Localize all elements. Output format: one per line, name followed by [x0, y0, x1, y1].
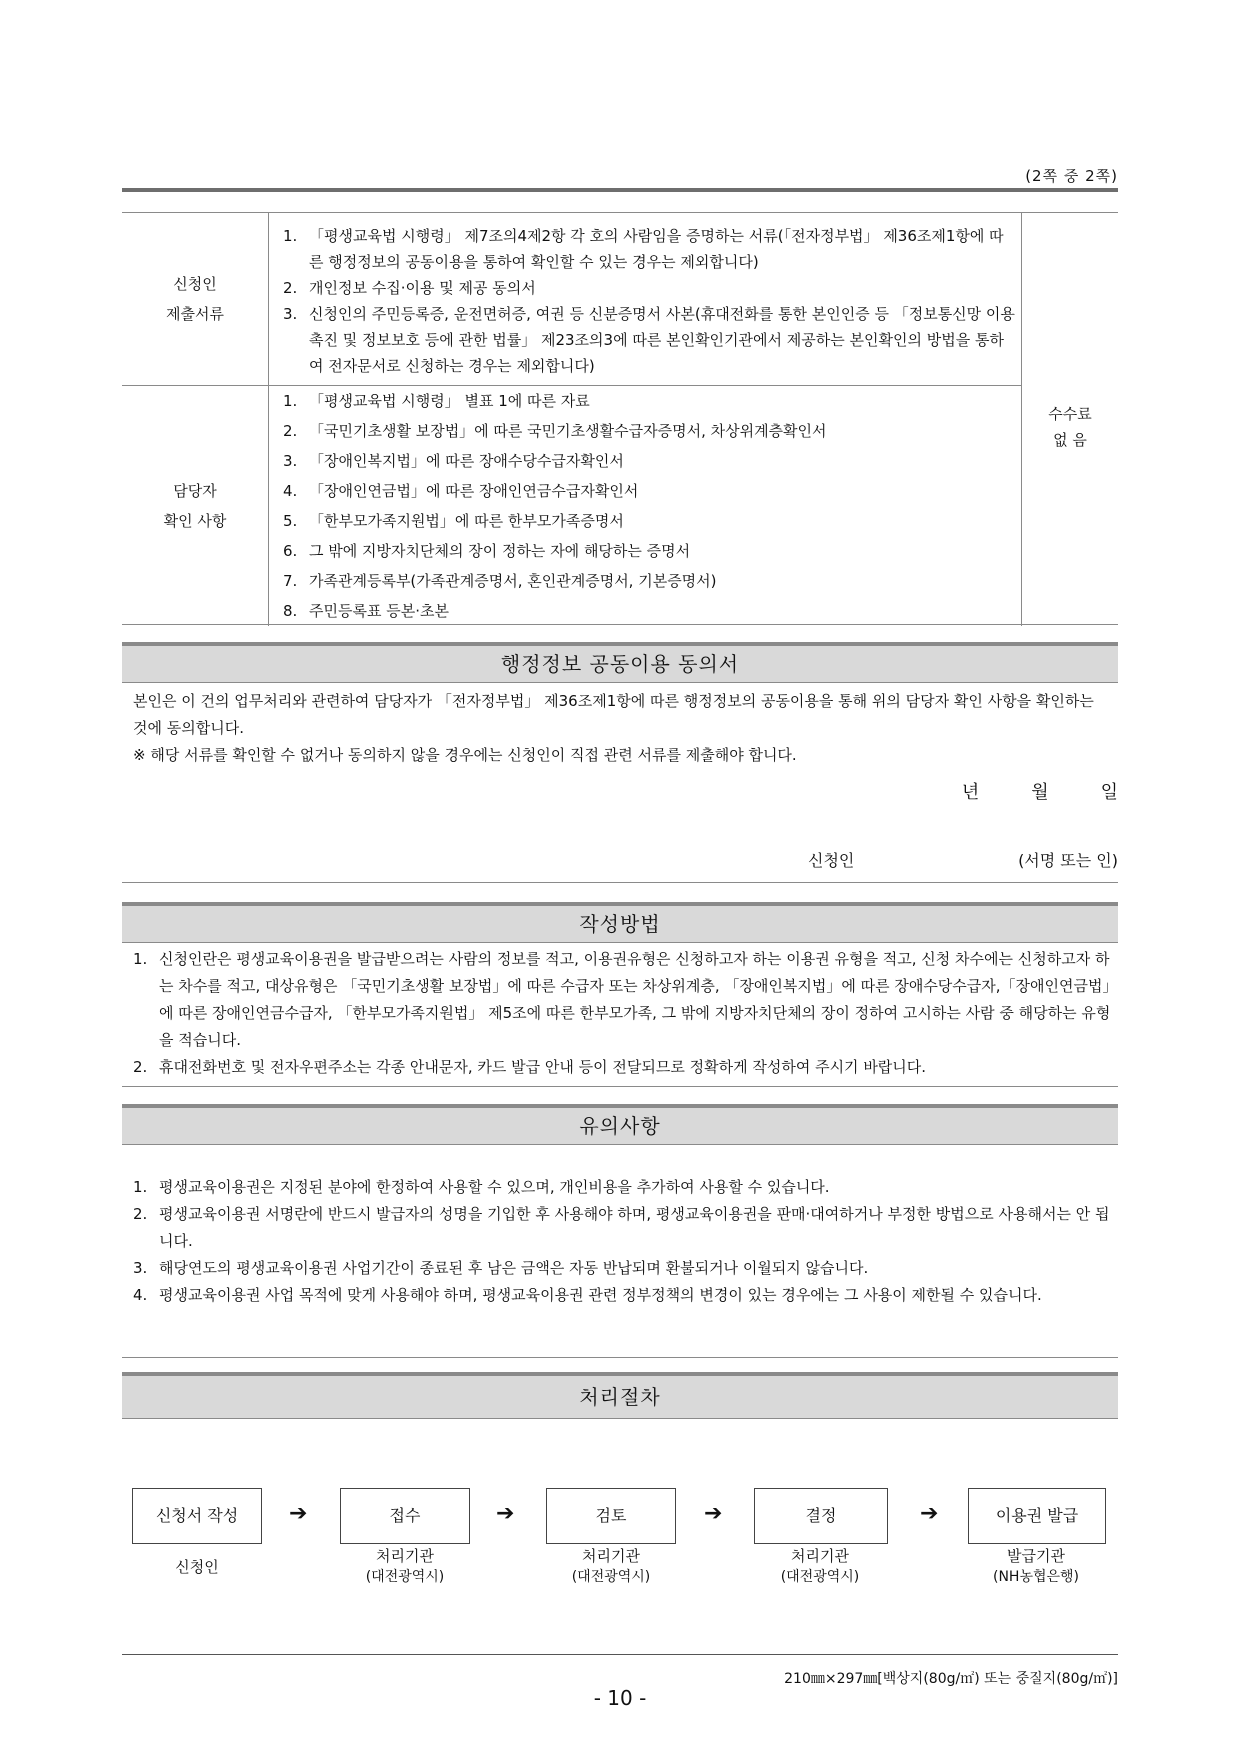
applicant-docs-label: 신청인 제출서류 [122, 213, 269, 386]
consent-note: ※ 해당 서류를 확인할 수 없거나 동의하지 않을 경우에는 신청인이 직접 관련 서류를 제출해야 합니다. [133, 746, 797, 764]
footer-rule [122, 1654, 1118, 1655]
list-item: 7. 가족관계등록부(가족관계증명서, 혼인관계증명서, 기본증명서) [283, 572, 717, 590]
list-item: 4. 평생교육이용권 사업 목적에 맞게 사용해야 하며, 평생교육이용권 관련 정부정책의 변경이 있는 경우에는 그 사용이 제한될 수 있습니다. [133, 1286, 1042, 1304]
list-item: 2. 평생교육이용권 서명란에 반드시 발급자의 성명을 기입한 후 사용해야 하며, 평생교육이용권을 판매·대여하거나 부정한 방법으로 사용해서는 안 됩니다. [133, 1205, 1110, 1250]
requirements-table [122, 213, 1118, 626]
step-box-decision: 결정 [754, 1488, 888, 1544]
instructions-list [133, 946, 1113, 1081]
list-item: 4. 「장애인연금법」에 따른 장애인연금수급자확인서 [283, 482, 639, 500]
step-box-issuance: 이용권 발급 [968, 1488, 1106, 1544]
notes-section-title: 유의사항 [122, 1104, 1118, 1145]
list-item: 2. 「국민기초생활 보장법」에 따른 국민기초생활수급자증명서, 차상위계층확인서 [283, 422, 827, 440]
list-item: 1. 「평생교육법 시행령」 별표 1에 따른 자료 [283, 392, 590, 410]
arrow-icon: ➔ [496, 1501, 515, 1526]
list-item: 1. 신청인란은 평생교육이용권을 발급받으려는 사람의 정보를 적고, 이용권유형은 신청하고자 하는 이용권 유형을 적고, 신청 차수에는 신청하고자 하는 차수를 적고, 대상유형은 「국민기초생활 보장법」에 따른 수급자 또는 차상위계층, 「장애인복지법」에 따른 장애수당수급자,「장애인연금법」에 따른 장애인연금수급자, 「한부모가족지원법」 제5조에 따른 한부모가족, 그 밖에 지방자치단체의 장이 정하여 고시하는 사람 중 해당하는 유형을 적습니다. [133, 950, 1111, 1049]
list-item: 1. 평생교육이용권은 지정된 분야에 한정하여 사용할 수 있으며, 개인비용을 추가하여 사용할 수 있습니다. [133, 1178, 830, 1196]
list-item: 3. 「장애인복지법」에 따른 장애수당수급자확인서 [283, 452, 624, 470]
paper-spec: 210㎜×297㎜[백상지(80g/㎡) 또는 중질지(80g/㎡)] [784, 1671, 1118, 1687]
list-item: 5. 「한부모가족지원법」에 따른 한부모가족증명서 [283, 512, 624, 530]
step-caption: 처리기관 (대전광역시) [780, 1547, 860, 1585]
instructions-section-title: 작성방법 [122, 902, 1118, 943]
officer-check-label: 담당자 확인 사항 [122, 386, 269, 627]
top-rule [122, 188, 1118, 192]
consent-body: 본인은 이 건의 업무처리와 관련하여 담당자가 「전자정부법」 제36조제1항에 따른 행정정보의 공동이용을 통해 위의 담당자 확인 사항을 확인하는 것에 동의합니다. ※ 해당 서류를 확인할 수 없거나 동의하지 않을 경우에는 신청인이 직접 관련 서류를 제출해야 합니다. [133, 688, 1113, 769]
table-bottom-rule [122, 624, 1118, 625]
fee-label: 수수료 [1048, 405, 1092, 423]
page-info: (2쪽 중 2쪽) [1025, 167, 1118, 185]
signature-label: (서명 또는 인) [1018, 851, 1118, 870]
consent-date: 년 월 일 [961, 782, 1118, 803]
list-item: 6. 그 밖에 지방자치단체의 장이 정하는 자에 해당하는 증명서 [283, 542, 691, 560]
arrow-icon: ➔ [920, 1501, 939, 1526]
step-caption: 처리기관 (대전광역시) [365, 1547, 445, 1585]
arrow-icon: ➔ [704, 1501, 723, 1526]
step-box-receipt: 접수 [340, 1488, 470, 1544]
step-box-review: 검토 [546, 1488, 676, 1544]
fee-value: 없 음 [1053, 431, 1087, 449]
list-item: 2. 개인정보 수집·이용 및 제공 동의서 [283, 279, 536, 297]
officer-check-list [269, 386, 1022, 627]
step-caption: 발급기관 (NH농협은행) [992, 1547, 1080, 1585]
step-box-application: 신청서 작성 [132, 1488, 262, 1544]
arrow-icon: ➔ [289, 1501, 308, 1526]
consent-bottom-rule [122, 882, 1118, 883]
fee-cell [1022, 213, 1119, 626]
step-caption: 처리기관 (대전광역시) [571, 1547, 651, 1585]
procedure-section-title: 처리절차 [122, 1372, 1118, 1419]
page-number: - 10 - [593, 1686, 647, 1710]
notes-list [133, 1174, 1113, 1309]
step-caption: 신청인 [175, 1558, 219, 1576]
applicant-docs-list [269, 213, 1022, 386]
notes-bottom-rule [122, 1357, 1118, 1358]
signer-label: 신청인 [808, 851, 855, 870]
list-item: 3. 해당연도의 평생교육이용권 사업기간이 종료된 후 남은 금액은 자동 반납되며 환불되거나 이월되지 않습니다. [133, 1259, 869, 1277]
list-item: 1. 「평생교육법 시행령」 제7조의4제2항 각 호의 사람임을 증명하는 서류(「전자정부법」 제36조제1항에 따른 행정정보의 공동이용을 통하여 확인할 수 있는 경우는 제외합니다) [283, 227, 1004, 271]
list-item: 2. 휴대전화번호 및 전자우편주소는 각종 안내문자, 카드 발급 안내 등이 전달되므로 정확하게 작성하여 주시기 바랍니다. [133, 1058, 927, 1076]
consent-section-title: 행정정보 공동이용 동의서 [122, 642, 1118, 683]
instructions-bottom-rule [122, 1086, 1118, 1087]
list-item: 3. 신청인의 주민등록증, 운전면허증, 여권 등 신분증명서 사본(휴대전화를 통한 본인인증 등 「정보통신망 이용촉진 및 정보보호 등에 관한 법률」 제23조의3에 따른 본인확인기관에서 제공하는 본인확인의 방법을 통하여 전자문서로 신청하는 경우는 제외합니다) [283, 305, 1015, 375]
list-item: 8. 주민등록표 등본·초본 [283, 602, 449, 620]
